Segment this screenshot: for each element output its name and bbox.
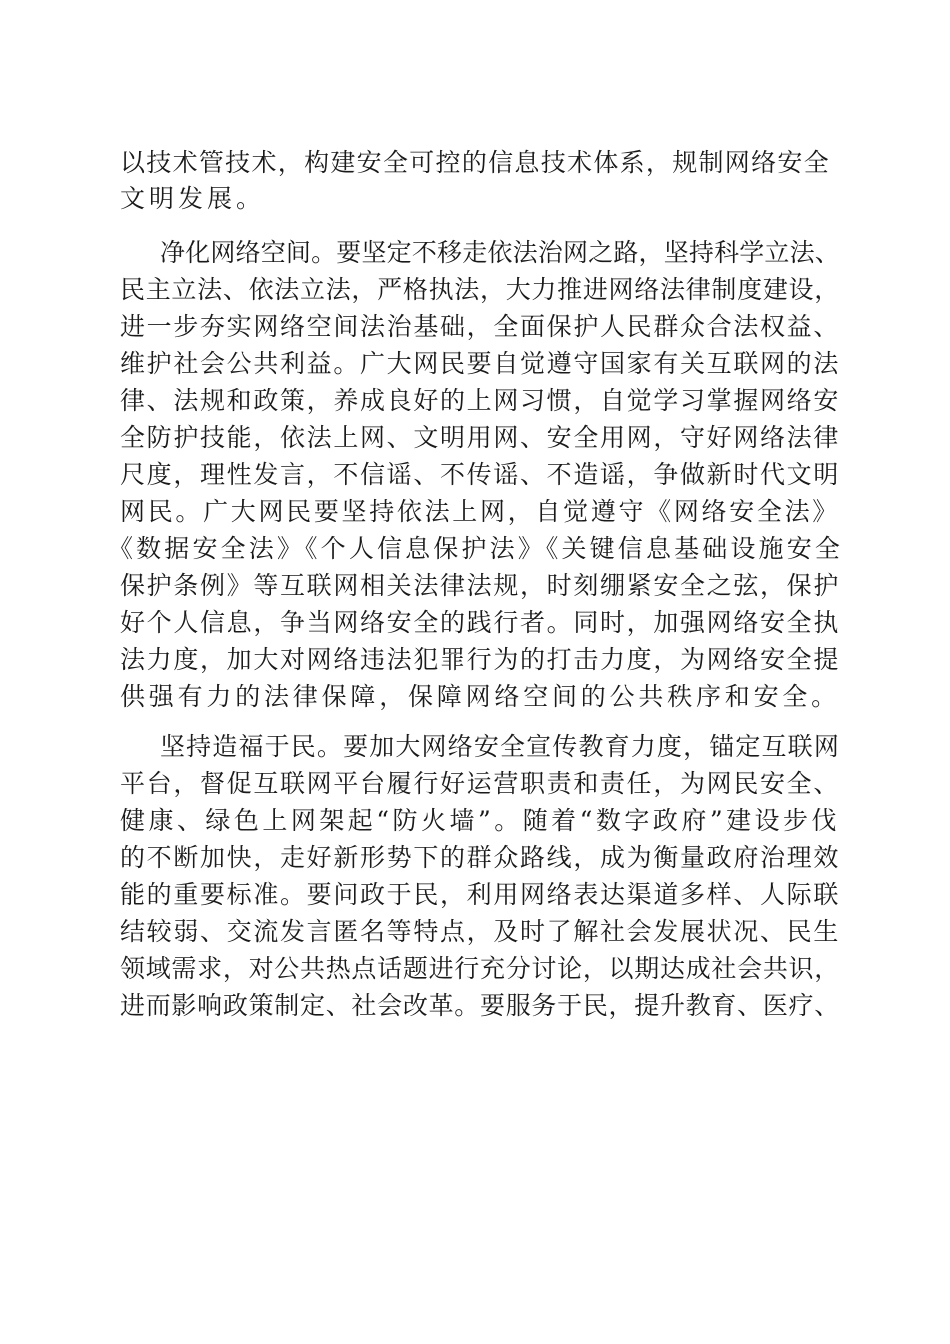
text-line-content: 保护条例》等互联网相关法律法规，时刻绷紧安全之弦，保护 <box>120 571 840 600</box>
text-line <box>120 986 840 1026</box>
text-line-content: 法力度，加大对网络违法犯罪行为的打击力度，为网络安全提 <box>120 645 840 674</box>
text-line-content: 进一步夯实网络空间法治基础，全面保护人民群众合法权益、 <box>120 312 840 341</box>
paragraph-start-line <box>160 233 840 273</box>
text-line-content: 律、法规和政策，养成良好的上网习惯，自觉学习掌握网络安 <box>120 386 840 415</box>
text-line <box>120 875 840 915</box>
text-line <box>120 307 840 347</box>
text-line <box>120 455 840 495</box>
text-line-content: 以技术管技术，构建安全可控的信息技术体系，规制网络安全 <box>120 148 830 177</box>
text-line-content: 供强有力的法律保障，保障网络空间的公共秩序和安全。 <box>120 682 840 711</box>
text-line <box>120 381 840 421</box>
text-line <box>120 912 840 952</box>
text-line-content: 进而影响政策制定、社会改革。要服务于民，提升教育、医疗、 <box>120 991 840 1020</box>
text-line-content: 结较弱、交流发言匿名等特点，及时了解社会发展状况、民生 <box>120 917 840 946</box>
text-line <box>120 344 840 384</box>
text-line-content: 的不断加快，走好新形势下的群众路线，成为衡量政府治理效 <box>120 843 840 872</box>
text-line-content: 能的重要标准。要问政于民，利用网络表达渠道多样、人际联 <box>120 880 840 909</box>
text-line-content: 尺度，理性发言，不信谣、不传谣、不造谣，争做新时代文明 <box>120 460 840 489</box>
text-line <box>120 801 840 841</box>
text-line-content: 文明发展。 <box>120 184 266 213</box>
text-line-content: 维护社会公共利益。广大网民要自觉遵守国家有关互联网的法 <box>120 349 840 378</box>
text-line-content: 网民。广大网民要坚持依法上网，自觉遵守《网络安全法》 <box>120 497 840 526</box>
text-line <box>120 640 840 680</box>
text-line-content: 全防护技能，依法上网、文明用网、安全用网，守好网络法律 <box>120 423 840 452</box>
text-line-content: 平台，督促互联网平台履行好运营职责和责任，为网民安全、 <box>120 769 840 798</box>
text-line <box>120 492 840 532</box>
text-line-content: 民主立法、依法立法，严格执法，大力推进网络法律制度建设， <box>120 275 840 304</box>
text-line <box>120 143 830 183</box>
text-line <box>120 949 840 989</box>
text-line-content: 《数据安全法》《个人信息保护法》《关键信息基础设施安全 <box>108 534 843 563</box>
text-line <box>120 603 840 643</box>
text-line <box>108 529 843 569</box>
text-line-content: 坚持造福于民。要加大网络安全宣传教育力度，锚定互联网 <box>160 732 840 761</box>
text-line <box>120 566 840 606</box>
text-line <box>120 418 840 458</box>
text-line <box>120 270 840 310</box>
paragraph-start-line <box>160 727 840 767</box>
text-line <box>120 179 830 219</box>
text-line <box>120 677 840 717</box>
text-line <box>120 764 840 804</box>
text-line <box>120 838 840 878</box>
text-line-content: 领域需求，对公共热点话题进行充分讨论，以期达成社会共识， <box>120 954 840 983</box>
text-line-content: 健康、绿色上网架起“防火墙”。随着“数字政府”建设步伐 <box>120 806 840 835</box>
text-line-content: 好个人信息，争当网络安全的践行者。同时，加强网络安全执 <box>120 608 840 637</box>
text-line-content: 净化网络空间。要坚定不移走依法治网之路，坚持科学立法、 <box>160 238 840 267</box>
